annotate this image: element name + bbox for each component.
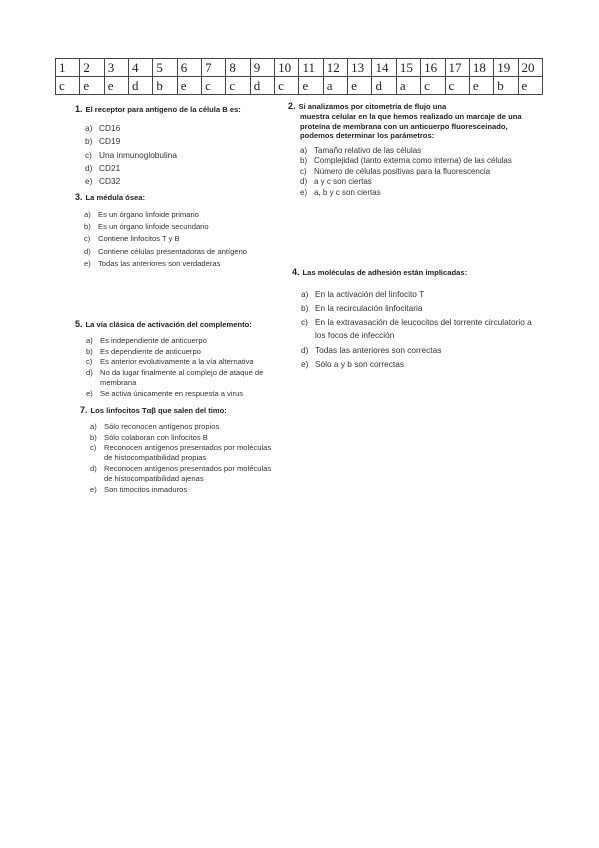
answer-letter-cell: c [202,77,226,95]
answer-letter-cell: a [396,77,420,95]
answer-letter-cell: b [153,77,177,95]
question-number: 5. [75,319,83,329]
option-a [86,336,271,346]
option-text: Sólo reconocen antígenos propios [104,421,220,431]
option-letter: e) [300,188,308,198]
option-letter: a) [301,288,309,299]
option-letter: b) [84,222,91,232]
question-text: Las moléculas de adhesión están implicadas: [302,268,468,277]
option-d [85,162,275,174]
question-text: La vía clásica de activación del complemento: [85,320,252,329]
question-7 [80,405,280,496]
option-text: No da lugar finalmente al complejo de ataque de membrana [100,368,264,388]
option-e [84,258,275,269]
option-a [84,209,275,220]
option-text: Una inmunoglobulina [99,149,177,160]
answer-number-cell: 19 [494,59,518,77]
option-letter: e) [90,484,97,494]
question-4 [292,267,532,372]
option-d [301,344,532,357]
answer-number-cell: 13 [348,59,372,77]
option-letter: c) [301,317,308,328]
option-text: Es un órgano linfoide primario [98,209,199,219]
question-3-title [75,192,275,204]
question-2-title [288,101,533,141]
option-text: Es anterior evolutivamente a la vía alternativa [100,357,254,367]
answer-number-cell: 18 [469,59,493,77]
option-letter: a) [300,145,308,155]
option-letter: d) [90,464,97,474]
option-text: En la recirculación linfocitaria [315,302,423,313]
option-letter: c) [90,443,97,453]
option-text: Contiene células presentadoras de antígeno [98,246,248,256]
option-letter: b) [301,302,309,313]
option-text: CD21 [99,163,121,173]
question-number: 3. [75,192,83,202]
question-text: El receptor para antígeno de la célula B es: [85,105,241,114]
answer-number-cell: 15 [396,59,420,77]
option-letter: a) [86,335,93,345]
answer-letter-cell: e [518,77,542,95]
question-1-title [75,104,275,116]
option-letter: c) [84,234,91,244]
question-text-continued: muestra celular en la que hemos realizado un marcaje de una proteína de membrana con un anticuerpo fluoresceinado, podemos determinar los parámetros: [300,112,522,141]
question-5 [75,319,271,400]
option-text: Se activa únicamente en respuesta a virus [100,388,244,398]
answer-letter-cell: d [129,77,153,95]
option-letter: d) [300,177,308,187]
option-text: CD16 [99,122,121,133]
answer-letter-cell: d [250,77,274,95]
option-text: a, b y c son ciertas [314,188,381,198]
answer-number-cell: 6 [177,59,201,77]
question-4-title [292,267,532,279]
answer-letter-cell: e [177,77,201,95]
option-text: Tamaño relativo de las células [314,145,422,155]
option-list [85,122,275,188]
question-text: La médula ósea: [85,193,146,202]
answer-letter-cell: a [323,77,347,95]
option-a [301,288,532,301]
answer-number-cell: 14 [372,59,396,77]
option-e [300,188,533,198]
option-c [90,443,280,463]
option-a [90,422,280,432]
answer-letter-cell: e [299,77,323,95]
option-d [84,246,275,257]
option-a [85,122,275,134]
answer-letter-cell: c [226,77,250,95]
option-letter: e) [301,359,309,370]
option-list [90,422,280,495]
question-7-title [80,405,280,417]
option-e [86,389,271,399]
option-text: Reconocen antígenos presentados por moléculas de histocompatibilidad propias [104,443,272,463]
answer-number-cell: 4 [129,59,153,77]
answer-number-cell: 5 [153,59,177,77]
option-c [84,233,275,244]
option-e [85,175,275,187]
answer-letter-cell: e [80,77,104,95]
option-b [84,221,275,232]
answer-letter-cell: e [104,77,128,95]
option-letter: e) [85,176,93,187]
answer-number-cell: 12 [323,59,347,77]
option-text: Sólo a y b son correctas [315,359,405,370]
option-text: Sólo colaboran con linfocitos B [104,432,208,442]
option-c [301,316,532,343]
answer-letter-cell: b [494,77,518,95]
option-d [90,464,280,484]
option-text: Son timocitos inmaduros [104,484,188,494]
option-text: Todas las anteriores son verdaderas [98,259,221,269]
question-2 [288,101,533,199]
option-letter: b) [300,156,308,166]
answer-letter-cell: c [445,77,469,95]
question-1 [75,104,275,189]
option-c [300,167,533,177]
option-d [86,368,271,388]
option-e [90,485,280,495]
option-letter: c) [300,166,307,176]
option-text: a y c son ciertas [314,177,372,187]
answer-number-cell: 11 [299,59,323,77]
option-letter: e) [84,259,91,269]
option-list [84,209,275,270]
option-list [300,146,533,198]
option-text: Número de células positivas para la fluorescencia [314,166,491,176]
option-letter: b) [90,432,97,442]
option-b [85,135,275,147]
option-b [90,433,280,443]
option-d [300,177,533,187]
answer-letter-cell: c [421,77,445,95]
question-text-first-line: Si analizamos por citometría de flujo una [298,102,447,111]
answer-key-answer-row [56,77,543,95]
option-letter: c) [85,149,92,160]
answer-letter-cell: c [275,77,299,95]
answer-letter-cell: e [469,77,493,95]
option-letter: d) [84,246,91,256]
question-text: Los linfocitos Tαβ que salen del timo: [90,406,227,415]
option-list [86,336,271,399]
answer-letter-cell: d [372,77,396,95]
option-letter: d) [301,344,309,355]
option-letter: d) [85,163,93,173]
question-3 [75,192,275,271]
option-list [301,288,532,372]
option-letter: a) [90,421,97,431]
option-c [86,357,271,367]
answer-number-cell: 9 [250,59,274,77]
option-letter: c) [86,357,93,367]
question-number: 1. [75,104,83,114]
option-c [85,149,275,161]
option-letter: b) [85,136,93,147]
answer-letter-cell: e [348,77,372,95]
answer-letter-cell: c [56,77,80,95]
question-number: 2. [288,101,296,111]
option-letter: a) [85,122,93,133]
answer-number-cell: 8 [226,59,250,77]
answer-number-cell: 7 [202,59,226,77]
option-letter: d) [86,368,93,378]
answer-number-cell: 20 [518,59,542,77]
answer-key-number-row [56,59,543,77]
option-text: Todas las anteriores son correctas [315,344,442,355]
question-number: 4. [292,267,300,277]
answer-number-cell: 1 [56,59,80,77]
question-5-title [75,319,271,331]
option-letter: a) [84,209,91,219]
answer-key-table [55,58,543,95]
answer-number-cell: 16 [421,59,445,77]
option-b [301,302,532,315]
option-text: Es independiente de anticuerpo [100,335,207,345]
option-text: CD32 [99,176,121,187]
option-text: Complejidad (tanto externa como interna) de las células [314,156,512,166]
option-letter: e) [86,388,93,398]
answer-number-cell: 10 [275,59,299,77]
answer-number-cell: 2 [80,59,104,77]
option-e [301,358,532,371]
option-text: Es dependiente de anticuerpo [100,346,201,356]
option-b [86,347,271,357]
option-text: Reconocen antígenos presentados por moléculas de histocompatibilidad ajenas [104,464,272,483]
option-b [300,156,533,166]
option-text: Es un órgano linfoide secundario [98,222,209,232]
option-text: En la activación del linfocito T [315,288,425,299]
answer-number-cell: 3 [104,59,128,77]
answer-number-cell: 17 [445,59,469,77]
option-a [300,146,533,156]
option-text: En la extravasación de leucocitos del torrente circulatorio a los focos de infección [315,317,532,341]
option-text: CD19 [99,136,121,147]
option-text: Contiene linfocitos T y B [98,234,180,244]
option-letter: b) [86,346,93,356]
question-number: 7. [80,405,88,415]
